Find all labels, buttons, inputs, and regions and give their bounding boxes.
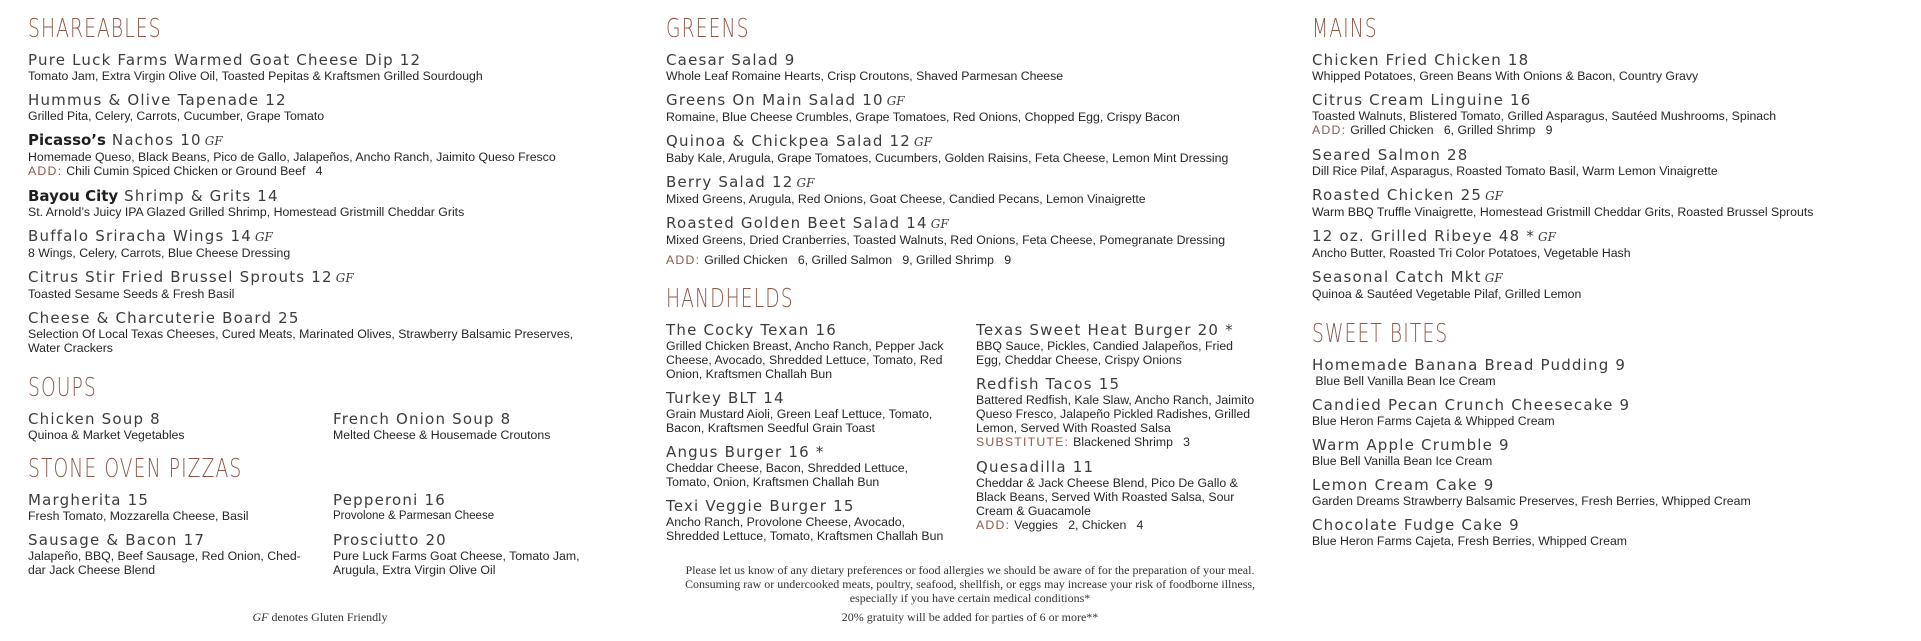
item-desc: Quinoa & Market Vegetables bbox=[28, 428, 185, 442]
menu-item bbox=[976, 459, 1276, 533]
menu-item bbox=[666, 390, 976, 435]
item-desc: Whipped Potatoes, Green Beans With Onions & Bacon, Country Gravy bbox=[1312, 69, 1699, 83]
item-desc: Garden Dreams Strawberry Balsamic Preserves, Fresh Berries, Whipped Cream bbox=[1312, 494, 1751, 508]
item-title: Berry Salad 12 bbox=[666, 173, 794, 191]
menu-item bbox=[666, 322, 976, 381]
item-desc: Blue Heron Farms Cajeta, Fresh Berries, Whipped Cream bbox=[1312, 534, 1628, 548]
item-desc: Mixed Greens, Arugula, Red Onions, Goat Cheese, Candied Pecans, Lemon Vinaigrette bbox=[666, 192, 1146, 206]
item-name: Quesadilla 11 bbox=[976, 458, 1095, 476]
item-addon bbox=[976, 518, 1276, 533]
item-desc: Battered Redfish, Kale Slaw, Ancho Ranch, Jaimito Queso Fresco, Jalapeño Pickled Radishes, Grilled Lemon, Served With Roasted Salsa bbox=[976, 393, 1255, 435]
item-name bbox=[28, 188, 618, 205]
item-title: 12 oz. Grilled Ribeye 48 * bbox=[1312, 227, 1536, 245]
item-desc: Selection Of Local Texas Cheeses, Cured Meats, Marinated Olives, Strawberry Balsamic Preserves, Water Crackers bbox=[28, 327, 574, 355]
column-middle bbox=[666, 14, 1286, 552]
item-name: Homemade Banana Bread Pudding 9 bbox=[1312, 356, 1627, 374]
gf-badge: GF bbox=[930, 217, 949, 231]
item-desc: Tomato Jam, Extra Virgin Olive Oil, Toasted Pepitas & Kraftsmen Grilled Sourdough bbox=[28, 69, 483, 83]
item-name: Redfish Tacos 15 bbox=[976, 375, 1121, 393]
item-name bbox=[666, 133, 1286, 151]
item-title: Buffalo Sriracha Wings 14 bbox=[28, 227, 252, 245]
menu-item bbox=[28, 532, 333, 577]
menu-item bbox=[666, 215, 1286, 247]
menu-item bbox=[28, 132, 618, 179]
gf-legend bbox=[200, 610, 440, 624]
menu-item bbox=[28, 228, 618, 260]
gf-badge: GF bbox=[204, 134, 223, 148]
menu-item bbox=[666, 444, 976, 489]
item-name: Texi Veggie Burger 15 bbox=[666, 497, 855, 515]
section-title-mains: MAINS bbox=[1312, 14, 1378, 44]
item-desc: Warm BBQ Truffle Vinaigrette, Homestead Gristmill Cheddar Grits, Roasted Brussel Sprouts bbox=[1312, 205, 1814, 219]
menu-item bbox=[1312, 477, 1902, 508]
item-name: Pure Luck Farms Warmed Goat Cheese Dip 12 bbox=[28, 51, 422, 69]
menu-item bbox=[28, 411, 333, 442]
item-title: Roasted Golden Beet Salad 14 bbox=[666, 214, 928, 232]
item-desc: Whole Leaf Romaine Hearts, Crisp Croutons, Shaved Parmesan Cheese bbox=[666, 69, 1064, 83]
gf-badge: GF bbox=[335, 271, 354, 285]
item-name bbox=[666, 174, 1286, 192]
item-name: Candied Pecan Crunch Cheesecake 9 bbox=[1312, 396, 1631, 414]
item-name: Seared Salmon 28 bbox=[1312, 146, 1469, 164]
gf-badge: GF bbox=[1538, 230, 1556, 244]
item-name bbox=[1312, 228, 1902, 246]
item-name: Caesar Salad 9 bbox=[666, 51, 796, 69]
addon-text: Grilled Chicken 6, Grilled Salmon 9, Grilled Shrimp 9 bbox=[704, 253, 1012, 267]
item-desc: Pure Luck Farms Goat Cheese, Tomato Jam, Arugula, Extra Virgin Olive Oil bbox=[333, 549, 580, 577]
item-title: Seasonal Catch Mkt bbox=[1312, 268, 1482, 286]
section-title-pizzas: STONE OVEN PIZZAS bbox=[28, 454, 243, 484]
menu-item bbox=[666, 133, 1286, 165]
item-desc: Ancho Ranch, Provolone Cheese, Avocado, Shredded Lettuce, Tomato, Kraftsmen Challah Bun bbox=[666, 515, 944, 543]
item-name: Chicken Fried Chicken 18 bbox=[1312, 51, 1530, 69]
gf-badge: GF bbox=[1484, 271, 1503, 285]
section-title-handhelds: HANDHELDS bbox=[666, 284, 794, 314]
menu-item bbox=[1312, 147, 1902, 178]
item-name: Pepperoni 16 bbox=[333, 491, 446, 509]
item-name bbox=[28, 132, 618, 150]
greens-addon bbox=[666, 253, 1286, 268]
item-name: The Cocky Texan 16 bbox=[666, 321, 837, 339]
item-name bbox=[1312, 187, 1902, 205]
menu-item bbox=[976, 376, 1276, 450]
item-addon bbox=[28, 164, 618, 179]
addon-label: SUBSTITUTE: bbox=[976, 435, 1070, 449]
addon-text: Grilled Chicken 6, Grilled Shrimp 9 bbox=[1350, 123, 1553, 137]
addon-label: ADD: bbox=[976, 518, 1011, 532]
menu-item bbox=[666, 52, 1286, 83]
addon-text: Blackened Shrimp 3 bbox=[1073, 435, 1191, 449]
item-name: Turkey BLT 14 bbox=[666, 389, 785, 407]
item-name bbox=[666, 92, 1286, 110]
addon-text: Veggies 2, Chicken 4 bbox=[1014, 518, 1144, 532]
menu-item bbox=[1312, 269, 1902, 301]
item-desc: Quinoa & Sautéed Vegetable Pilaf, Grilled Lemon bbox=[1312, 287, 1582, 301]
menu-item bbox=[333, 411, 618, 442]
section-title-sweets: SWEET BITES bbox=[1312, 319, 1449, 349]
item-title: Citrus Stir Fried Brussel Sprouts 12 bbox=[28, 268, 333, 286]
menu-item bbox=[333, 532, 618, 577]
item-name bbox=[28, 228, 618, 246]
menu-item bbox=[1312, 517, 1902, 548]
item-title: Shrimp & Grits 14 bbox=[124, 187, 279, 205]
handhelds-grid bbox=[666, 322, 1286, 552]
addon-label: ADD: bbox=[666, 253, 701, 267]
item-name: Prosciutto 20 bbox=[333, 531, 447, 549]
item-desc: Baby Kale, Arugula, Grape Tomatoes, Cucumbers, Golden Raisins, Feta Cheese, Lemon Mint Dressing bbox=[666, 151, 1229, 165]
gf-badge: GF bbox=[254, 230, 273, 244]
section-title-shareables: SHAREABLES bbox=[28, 14, 162, 44]
column-left bbox=[28, 14, 618, 586]
menu-item bbox=[1312, 92, 1902, 138]
menu-item bbox=[1312, 437, 1902, 468]
item-desc: Mixed Greens, Dried Cranberries, Toasted Walnuts, Red Onions, Feta Cheese, Pomegranate Dressing bbox=[666, 233, 1226, 247]
gf-badge: GF bbox=[1485, 189, 1503, 203]
menu-item bbox=[1312, 397, 1902, 428]
menu-item bbox=[28, 269, 618, 301]
item-desc: Toasted Sesame Seeds & Fresh Basil bbox=[28, 287, 235, 301]
item-name: French Onion Soup 8 bbox=[333, 410, 512, 428]
item-name: Texas Sweet Heat Burger 20 * bbox=[976, 321, 1234, 339]
item-desc: Cheddar & Jack Cheese Blend, Pico De Gallo & Black Beans, Served With Roasted Salsa, Sour Cream & Guacamole bbox=[976, 476, 1238, 518]
gf-badge: GF bbox=[914, 135, 932, 149]
item-desc: Grain Mustard Aioli, Green Leaf Lettuce, Tomato, Bacon, Kraftsmen Seedful Grain Toast bbox=[666, 407, 933, 435]
section-title-greens: GREENS bbox=[666, 14, 750, 44]
menu-item bbox=[28, 310, 618, 355]
item-prefix: Bayou City bbox=[28, 187, 119, 205]
item-desc: Provolone & Parmesan Cheese bbox=[333, 510, 495, 522]
item-name bbox=[666, 215, 1286, 233]
item-name bbox=[28, 269, 618, 287]
pizzas-grid bbox=[28, 492, 618, 586]
item-name: Sausage & Bacon 17 bbox=[28, 531, 206, 549]
menu-item bbox=[28, 52, 618, 83]
menu-item bbox=[976, 322, 1276, 367]
item-desc: Jalapeño, BBQ, Beef Sausage, Red Onion, Ched-dar Jack Cheese Blend bbox=[28, 549, 301, 577]
soups-grid bbox=[28, 411, 618, 442]
item-addon bbox=[1312, 123, 1902, 138]
column-right bbox=[1312, 14, 1902, 557]
item-desc: Blue Bell Vanilla Bean Ice Cream bbox=[1312, 374, 1496, 388]
gf-badge: GF bbox=[796, 176, 815, 190]
gratuity-note: 20% gratuity will be added for parties of 6 or more** bbox=[841, 610, 1099, 624]
gf-legend-text: denotes Gluten Friendly bbox=[271, 610, 388, 624]
item-desc: Grilled Pita, Celery, Carrots, Cucumber, Grape Tomato bbox=[28, 109, 325, 123]
menu-item bbox=[333, 492, 618, 523]
item-name: Angus Burger 16 * bbox=[666, 443, 825, 461]
item-name: Lemon Cream Cake 9 bbox=[1312, 476, 1495, 494]
menu-item bbox=[1312, 357, 1902, 388]
menu-item bbox=[666, 498, 976, 543]
menu-item bbox=[28, 492, 333, 523]
addon-label: ADD: bbox=[1312, 123, 1347, 137]
allergy-note: Please let us know of any dietary preferences or food allergies we should be aware of for the preparation of your meal. Consuming raw or undercooked meats, poultry, seafood, shellfish, or eggs may increase your risk of foodborne illness, especially if you have certain medical conditions* bbox=[684, 563, 1256, 605]
item-desc: Romaine, Blue Cheese Crumbles, Grape Tomatoes, Red Onions, Chopped Egg, Crispy Bacon bbox=[666, 110, 1180, 124]
item-title: Quinoa & Chickpea Salad 12 bbox=[666, 132, 912, 150]
gf-mark: GF bbox=[252, 610, 269, 624]
menu-item bbox=[666, 174, 1286, 206]
menu-item bbox=[1312, 52, 1902, 83]
menu-item bbox=[666, 92, 1286, 124]
addon-text: Chili Cumin Spiced Chicken or Ground Beef 4 bbox=[66, 164, 323, 178]
item-title: Greens On Main Salad 10 bbox=[666, 91, 884, 109]
item-name: Chocolate Fudge Cake 9 bbox=[1312, 516, 1520, 534]
item-name: Citrus Cream Linguine 16 bbox=[1312, 91, 1532, 109]
item-desc: St. Arnold’s Juicy IPA Glazed Grilled Shrimp, Homestead Gristmill Cheddar Grits bbox=[28, 205, 465, 219]
gf-badge: GF bbox=[886, 94, 905, 108]
menu-item bbox=[1312, 187, 1902, 219]
item-name: Hummus & Olive Tapenade 12 bbox=[28, 91, 287, 109]
item-desc: Fresh Tomato, Mozzarella Cheese, Basil bbox=[28, 509, 249, 523]
item-name: Cheese & Charcuterie Board 25 bbox=[28, 309, 300, 327]
item-desc: Ancho Butter, Roasted Tri Color Potatoes, Vegetable Hash bbox=[1312, 246, 1631, 260]
item-desc: Melted Cheese & Housemade Croutons bbox=[333, 428, 551, 442]
item-name: Chicken Soup 8 bbox=[28, 410, 161, 428]
item-desc: Toasted Walnuts, Blistered Tomato, Grilled Asparagus, Sautéed Mushrooms, Spinach bbox=[1312, 109, 1777, 123]
item-title: Roasted Chicken 25 bbox=[1312, 186, 1483, 204]
item-desc: BBQ Sauce, Pickles, Candied Jalapeños, Fried Egg, Cheddar Cheese, Crispy Onions bbox=[976, 339, 1234, 367]
item-title: Nachos 10 bbox=[111, 131, 202, 149]
item-prefix: Picasso’s bbox=[28, 131, 106, 149]
item-desc: Blue Bell Vanilla Bean Ice Cream bbox=[1312, 454, 1493, 468]
section-title-soups: SOUPS bbox=[28, 373, 97, 403]
item-desc: Blue Heron Farms Cajeta & Whipped Cream bbox=[1312, 414, 1555, 428]
item-name: Margherita 15 bbox=[28, 491, 150, 509]
item-desc: 8 Wings, Celery, Carrots, Blue Cheese Dressing bbox=[28, 246, 291, 260]
item-desc: Dill Rice Pilaf, Asparagus, Roasted Tomato Basil, Warm Lemon Vinaigrette bbox=[1312, 164, 1718, 178]
item-name bbox=[1312, 269, 1902, 287]
item-desc: Cheddar Cheese, Bacon, Shredded Lettuce, Tomato, Onion, Kraftsmen Challah Bun bbox=[666, 461, 909, 489]
menu-item bbox=[1312, 228, 1902, 260]
item-desc: Grilled Chicken Breast, Ancho Ranch, Pepper Jack Cheese, Avocado, Shredded Lettuce, Tomato, Red Onion, Kraftsmen Challah Bun bbox=[666, 339, 944, 381]
item-name: Warm Apple Crumble 9 bbox=[1312, 436, 1510, 454]
menu-item bbox=[28, 92, 618, 123]
item-desc: Homemade Queso, Black Beans, Pico de Gallo, Jalapeños, Ancho Ranch, Jaimito Queso Fresco bbox=[28, 150, 556, 164]
item-addon bbox=[976, 435, 1276, 450]
addon-label: ADD: bbox=[28, 164, 63, 178]
menu-item bbox=[28, 188, 618, 219]
